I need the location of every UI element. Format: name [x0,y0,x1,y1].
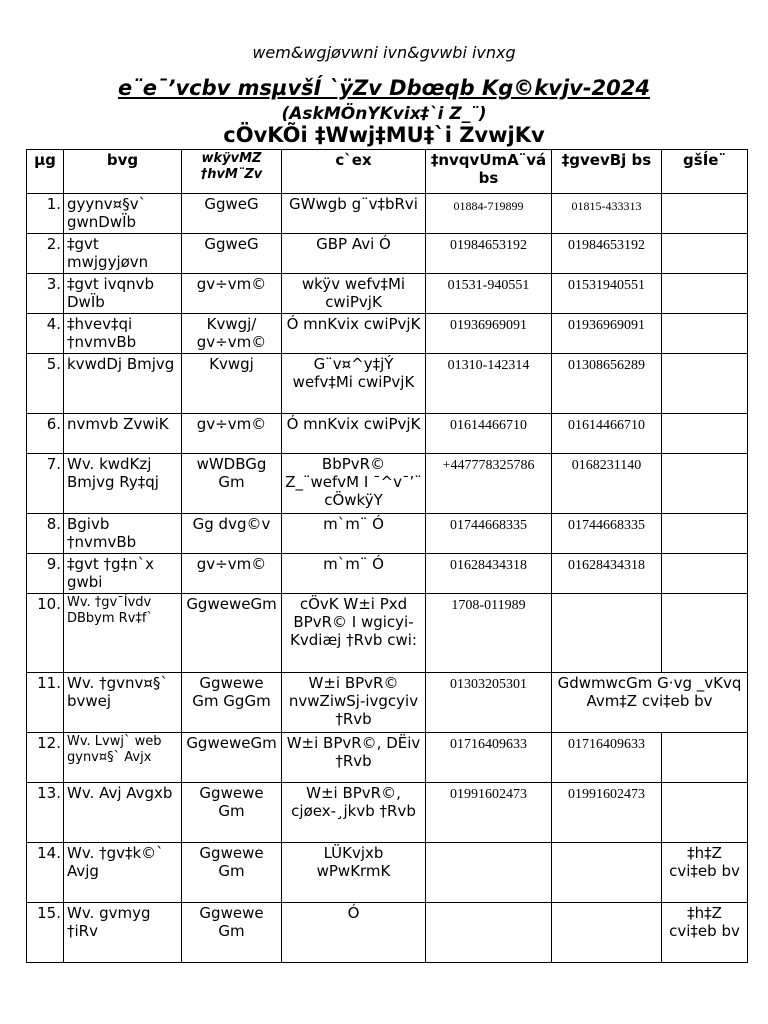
cell-post: G¨v¤^y‡jÝ wefv‡Mi cwiPvjK [282,354,426,414]
table-row [27,903,748,963]
cell-serial: 7. [27,454,64,514]
cell-qualification: wWDBGg Gm [182,454,282,514]
cell-post: Ó mnKvix cwiPvjK [282,314,426,354]
cell-qualification: gv÷vm© [182,274,282,314]
cell-whatsapp [426,843,552,903]
cell-name: ‡gvt mwjgyjøvn [64,234,182,274]
participants-table [26,149,748,963]
cell-name: ‡gvt †g‡n`x gwbi [64,554,182,594]
cell-remark [662,733,748,783]
cell-serial: 15. [27,903,64,963]
cell-mobile: 01744668335 [552,514,662,554]
cell-mobile: 01614466710 [552,414,662,454]
col-header-mobile: ‡gvevBj bs [552,150,662,194]
col-header-name: bvg [64,150,182,194]
cell-serial: 9. [27,554,64,594]
cell-name: Wv. Lvwj` web gynv¤§` Avjx [64,733,182,783]
cell-post: BbPvR© Z_¨wefvM I ¯^v¯’¨ cÖwkÿY [282,454,426,514]
cell-name: ‡gvt ivqnvb DwÏb [64,274,182,314]
cell-mobile: 01991602473 [552,783,662,843]
cell-qualification: GgweweGm [182,733,282,783]
table-row [27,194,748,234]
table-row [27,783,748,843]
table-row [27,354,748,414]
cell-name: kvwdDj Bmjvg [64,354,182,414]
cell-mobile: 01628434318 [552,554,662,594]
cell-post: W±i BPvR© nvwZiwSj-ivgcyiv †Rvb [282,673,426,733]
cell-remark [662,554,748,594]
cell-serial: 11. [27,673,64,733]
cell-whatsapp: 01303205301 [426,673,552,733]
cell-serial: 6. [27,414,64,454]
cell-mobile: 01936969091 [552,314,662,354]
cell-post: GBP Avi Ó [282,234,426,274]
cell-serial: 4. [27,314,64,354]
cell-post: GWwgb g¨v‡bRvi [282,194,426,234]
cell-name: Wv. Avj Avgxb [64,783,182,843]
cell-remark [662,354,748,414]
cell-serial: 1. [27,194,64,234]
cell-whatsapp: +447778325786 [426,454,552,514]
table-row [27,314,748,354]
cell-post: m`m¨ Ó [282,554,426,594]
cell-serial: 2. [27,234,64,274]
cell-whatsapp: 01936969091 [426,314,552,354]
cell-serial: 13. [27,783,64,843]
cell-name: gyynv¤§v` gwnDwÏb [64,194,182,234]
cell-qualification: Ggwewe Gm [182,783,282,843]
cell-remark [662,414,748,454]
cell-mobile: 01716409633 [552,733,662,783]
document-subtitle: (AskMÖnYKvix‡`i Z_¨) [281,104,487,124]
cell-remark: ‡h‡Z cvi‡eb bv [662,903,748,963]
table-row [27,673,748,733]
cell-qualification: Gg dvg©v [182,514,282,554]
cell-serial: 8. [27,514,64,554]
cell-name: nvmvb ZvwiK [64,414,182,454]
cell-mobile [552,594,662,673]
cell-mobile-remark-merged: GdwmwcGm G·vg _vKvq Avm‡Z cvi‡eb bv [552,673,748,733]
cell-name: Wv. †gvnv¤§` bvwej [64,673,182,733]
cell-qualification: Ggwewe Gm [182,843,282,903]
cell-mobile: 01531940551 [552,274,662,314]
table-row [27,733,748,783]
cell-remark [662,194,748,234]
table-row [27,594,748,673]
cell-serial: 3. [27,274,64,314]
cell-name: Wv. gvmyg †iRv [64,903,182,963]
cell-post: W±i BPvR©, cjøex-¸jkvb †Rvb [282,783,426,843]
document-title: e¨e¯’vcbv msµvšÍ `ÿZv Dbœqb Kg©kvjv-2024 [117,76,651,100]
cell-mobile: 01815-433313 [552,194,662,234]
cell-mobile: 0168231140 [552,454,662,514]
cell-name: Wv. †gv‡k©` Avjg [64,843,182,903]
cell-name: Wv. †gv¯Ívdv DBbym Rv‡f` [64,594,182,673]
cell-whatsapp: 01716409633 [426,733,552,783]
cell-post: LÜKvjxb wPwKrmK [282,843,426,903]
cell-mobile [552,903,662,963]
cell-qualification: Kvwgj [182,354,282,414]
table-row [27,414,748,454]
cell-whatsapp: 01884-719899 [426,194,552,234]
table-row [27,843,748,903]
cell-whatsapp: 01984653192 [426,234,552,274]
cell-remark: ‡h‡Z cvi‡eb bv [662,843,748,903]
cell-qualification: GgweweGm [182,594,282,673]
cell-qualification: Kvwgj/ gv÷vm© [182,314,282,354]
cell-qualification: Ggwewe Gm [182,903,282,963]
cell-whatsapp: 01744668335 [426,514,552,554]
cell-qualification: GgweG [182,194,282,234]
cell-whatsapp: 01310-142314 [426,354,552,414]
col-header-remark: gšÍe¨ [662,150,748,194]
cell-remark [662,454,748,514]
cell-serial: 10. [27,594,64,673]
col-header-serial: µg [27,150,64,194]
cell-remark [662,594,748,673]
cell-serial: 5. [27,354,64,414]
cell-post: m`m¨ Ó [282,514,426,554]
col-header-post: c`ex [282,150,426,194]
table-row [27,234,748,274]
cell-qualification: gv÷vm© [182,414,282,454]
table-header-row [27,150,748,194]
cell-whatsapp [426,903,552,963]
cell-post: W±i BPvR©, DËiv †Rvb [282,733,426,783]
col-header-qualification: wkÿvMZ †hvM¨Zv [182,150,282,194]
cell-post: Ó [282,903,426,963]
cell-mobile [552,843,662,903]
cell-whatsapp: 1708-011989 [426,594,552,673]
table-row [27,554,748,594]
cell-remark [662,314,748,354]
top-note: wem&wgjøvwni ivn&gvwbi ivnxg [252,43,516,62]
cell-post: cÖvK W±i Pxd BPvR© I wgicyi-Kvdiæj †Rvb cwi: [282,594,426,673]
table-row [27,514,748,554]
cell-remark [662,514,748,554]
cell-qualification: GgweG [182,234,282,274]
cell-name: ‡hvev‡qi †nvmvBb [64,314,182,354]
cell-mobile: 01984653192 [552,234,662,274]
cell-remark [662,234,748,274]
cell-whatsapp: 01991602473 [426,783,552,843]
table-row [27,454,748,514]
cell-remark [662,783,748,843]
cell-whatsapp: 01531-940551 [426,274,552,314]
col-header-whatsapp: ‡nvqvUmA¨vá bs [426,150,552,194]
cell-mobile: 01308656289 [552,354,662,414]
cell-post: wkÿv wefv‡Mi cwiPvjK [282,274,426,314]
cell-qualification: gv÷vm© [182,554,282,594]
cell-qualification: Ggwewe Gm GgGm [182,673,282,733]
cell-name: Wv. kwdKzj Bmjvg Ry‡qj [64,454,182,514]
list-heading: cÖvKÕi ‡Wwj‡MU‡`i ZvwjKv [223,123,545,147]
cell-post: Ó mnKvix cwiPvjK [282,414,426,454]
cell-serial: 12. [27,733,64,783]
table-row [27,274,748,314]
cell-remark [662,274,748,314]
cell-name: Bgivb †nvmvBb [64,514,182,554]
cell-whatsapp: 01628434318 [426,554,552,594]
cell-whatsapp: 01614466710 [426,414,552,454]
cell-serial: 14. [27,843,64,903]
